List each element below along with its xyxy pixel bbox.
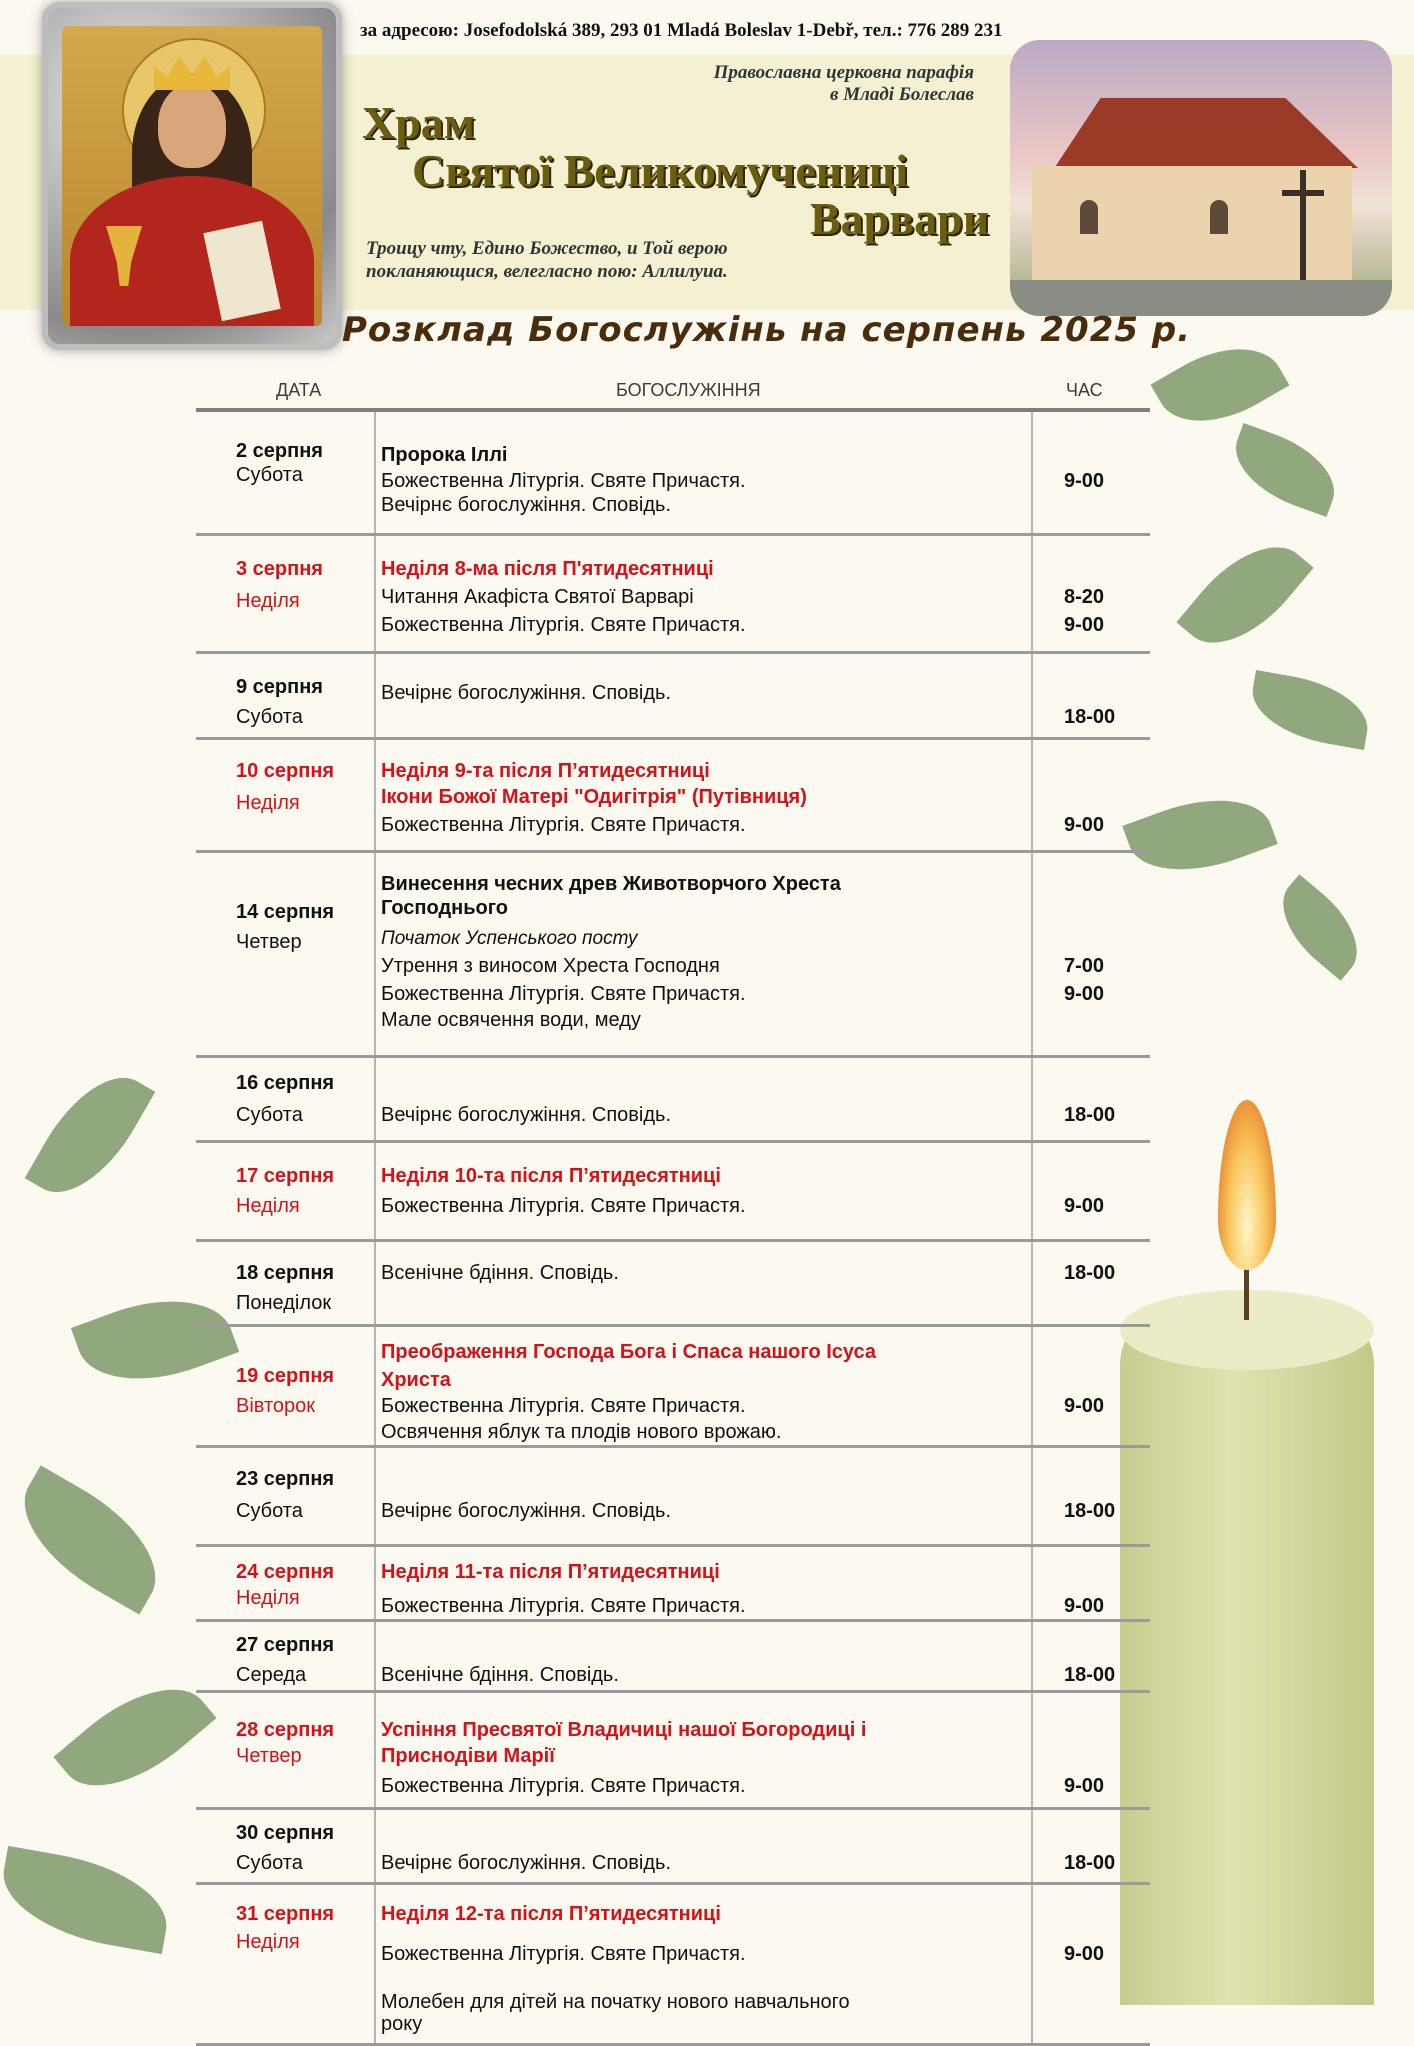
row-date: 14 серпня <box>236 901 335 923</box>
row-date: 24 серпня <box>236 1561 335 1583</box>
header-date: ДАТА <box>276 380 322 400</box>
service-line: Неділя 12-та після П’ятидесятниці <box>381 1903 721 1925</box>
table-row <box>196 1885 1150 2046</box>
service-time: 7-00 <box>1064 955 1105 977</box>
saint-barbara-icon <box>62 26 322 326</box>
table-row <box>196 1448 1150 1547</box>
row-weekday: Четвер <box>236 931 302 953</box>
service-line: Вечірнє богослужіння. Сповідь. <box>381 1104 672 1126</box>
service-time: 9-00 <box>1064 470 1105 492</box>
service-line: Ікони Божої Матері "Одигітрія" (Путівниця) <box>381 786 807 808</box>
verse <box>366 237 796 283</box>
address-line: за адресою: Josefodolská 389, 293 01 Mladá Boleslav 1-Debř, тел.: 776 289 231 <box>360 20 1003 41</box>
table-row <box>196 1693 1150 1810</box>
row-date: 23 серпня <box>236 1468 335 1490</box>
row-date: 9 серпня <box>236 676 323 698</box>
service-line: Божественна Літургія. Святе Причастя. <box>381 614 746 636</box>
table-row <box>196 853 1150 1058</box>
row-date: 3 серпня <box>236 558 323 580</box>
schedule-table <box>196 372 1150 2046</box>
service-line: Божественна Літургія. Святе Причастя. <box>381 1775 746 1797</box>
parish-line-2: в Младі Болеслав <box>829 84 974 105</box>
service-line: Всенічне бдіння. Сповідь. <box>381 1664 619 1686</box>
service-line: Винесення чесних древ Животворчого Хреста <box>381 873 841 895</box>
service-time: 18-00 <box>1064 706 1116 728</box>
verse-line-2: покланяющися, велегласно пою: Аллилуиа. <box>366 261 728 282</box>
service-line: Христа <box>381 1369 451 1391</box>
table-row <box>196 412 1150 536</box>
service-line: Божественна Літургія. Святе Причастя. <box>381 1195 746 1217</box>
service-line: Читання Акафіста Святої Варварі <box>381 586 694 608</box>
service-line: Божественна Літургія. Святе Причастя. <box>381 814 746 836</box>
flame-icon <box>1218 1100 1276 1270</box>
service-line: Преображення Господа Бога і Спаса нашого Ісуса <box>381 1341 877 1363</box>
service-line: Початок Успенського посту <box>381 928 638 949</box>
service-line: Господнього <box>381 897 509 919</box>
service-line: Божественна Літургія. Святе Причастя. <box>381 983 746 1005</box>
service-line: Неділя 10-та після П’ятидесятниці <box>381 1165 721 1187</box>
service-line: Вечірнє богослужіння. Сповідь. <box>381 682 672 704</box>
church-photo <box>1010 40 1392 316</box>
row-date: 28 серпня <box>236 1719 335 1741</box>
row-date: 19 серпня <box>236 1365 335 1387</box>
title-line-3: Варвари <box>810 193 990 244</box>
row-weekday: Субота <box>236 706 303 728</box>
service-time: 9-00 <box>1064 1595 1105 1617</box>
service-line: Приснодіви Марії <box>381 1745 555 1767</box>
service-time: 9-00 <box>1064 614 1105 636</box>
service-line: Божественна Літургія. Святе Причастя. <box>381 1595 746 1617</box>
service-time: 8-20 <box>1064 586 1105 608</box>
verse-line-1: Троицу чту, Едино Божество, и Той верою <box>366 238 728 259</box>
row-date: 18 серпня <box>236 1262 335 1284</box>
row-weekday: Субота <box>236 1104 303 1126</box>
service-line: Успіння Пресвятої Владичиці нашої Богородиці і <box>381 1719 867 1741</box>
title-line-1: Храм <box>362 97 476 148</box>
table-header <box>196 372 1150 412</box>
header-service: БОГОСЛУЖІННЯ <box>616 380 761 400</box>
service-time: 18-00 <box>1064 1104 1116 1126</box>
title-line-2: Святої Великомучениці <box>412 145 909 196</box>
table-body <box>196 412 1150 2046</box>
row-weekday: Середа <box>236 1664 307 1686</box>
service-line: Пророка Іллі <box>381 444 508 466</box>
table-row <box>196 536 1150 654</box>
service-time: 9-00 <box>1064 1775 1105 1797</box>
row-date: 30 серпня <box>236 1822 335 1844</box>
service-time: 9-00 <box>1064 1395 1105 1417</box>
row-weekday: Неділя <box>236 590 300 612</box>
service-line: Всенічне бдіння. Сповідь. <box>381 1262 619 1284</box>
row-date: 27 серпня <box>236 1634 335 1656</box>
row-date: 10 серпня <box>236 760 335 782</box>
service-time: 18-00 <box>1064 1262 1116 1284</box>
table-row <box>196 1547 1150 1622</box>
service-time: 9-00 <box>1064 983 1105 1005</box>
row-date: 31 серпня <box>236 1903 335 1925</box>
parish-name <box>560 62 974 106</box>
table-row <box>196 740 1150 853</box>
row-weekday: Неділя <box>236 792 300 814</box>
service-line: Мале освячення води, меду <box>381 1009 641 1031</box>
row-date: 16 серпня <box>236 1072 335 1094</box>
parish-line-1: Православна церковна парафія <box>713 62 974 83</box>
row-weekday: Субота <box>236 1852 303 1874</box>
service-line: Божественна Літургія. Святе Причастя. <box>381 1395 746 1417</box>
row-date: 2 серпня <box>236 440 323 462</box>
table-row <box>196 1622 1150 1693</box>
service-line: Неділя 11-та після П’ятидесятниці <box>381 1561 720 1583</box>
row-weekday: Понеділок <box>236 1292 332 1314</box>
row-weekday: Неділя <box>236 1587 300 1609</box>
service-time: 18-00 <box>1064 1852 1116 1874</box>
header-time: ЧАС <box>1066 380 1103 400</box>
row-weekday: Неділя <box>236 1931 300 1953</box>
service-line: Неділя 8-ма після П'ятидесятниці <box>381 558 714 580</box>
service-time: 18-00 <box>1064 1500 1116 1522</box>
service-line: Неділя 9-та після П’ятидесятниці <box>381 760 710 782</box>
table-row <box>196 654 1150 740</box>
service-line: Божественна Літургія. Святе Причастя. <box>381 470 746 492</box>
service-line: Молебен для дітей на початку нового навчального <box>381 1991 850 2013</box>
service-line: Освячення яблук та плодів нового врожаю. <box>381 1421 782 1443</box>
service-time: 18-00 <box>1064 1664 1116 1686</box>
table-row <box>196 1810 1150 1885</box>
row-weekday: Вівторок <box>236 1395 316 1417</box>
service-line: Утрення з виносом Хреста Господня <box>381 955 720 977</box>
row-weekday: Субота <box>236 1500 303 1522</box>
service-line: року <box>381 2013 423 2035</box>
service-time: 9-00 <box>1064 1943 1105 1965</box>
table-row <box>196 1242 1150 1327</box>
row-date: 17 серпня <box>236 1165 335 1187</box>
service-time: 9-00 <box>1064 1195 1105 1217</box>
service-line: Вечірнє богослужіння. Сповідь. <box>381 1500 672 1522</box>
row-weekday: Неділя <box>236 1195 300 1217</box>
table-row <box>196 1327 1150 1448</box>
table-row <box>196 1058 1150 1143</box>
service-time: 9-00 <box>1064 814 1105 836</box>
row-weekday: Субота <box>236 464 303 486</box>
service-line: Вечірнє богослужіння. Сповідь. <box>381 494 672 516</box>
service-line: Божественна Літургія. Святе Причастя. <box>381 1943 746 1965</box>
table-row <box>196 1143 1150 1242</box>
schedule-title: Розклад Богослужінь на серпень 2025 р. <box>342 310 1192 350</box>
service-line: Вечірнє богослужіння. Сповідь. <box>381 1852 672 1874</box>
row-weekday: Четвер <box>236 1745 302 1767</box>
